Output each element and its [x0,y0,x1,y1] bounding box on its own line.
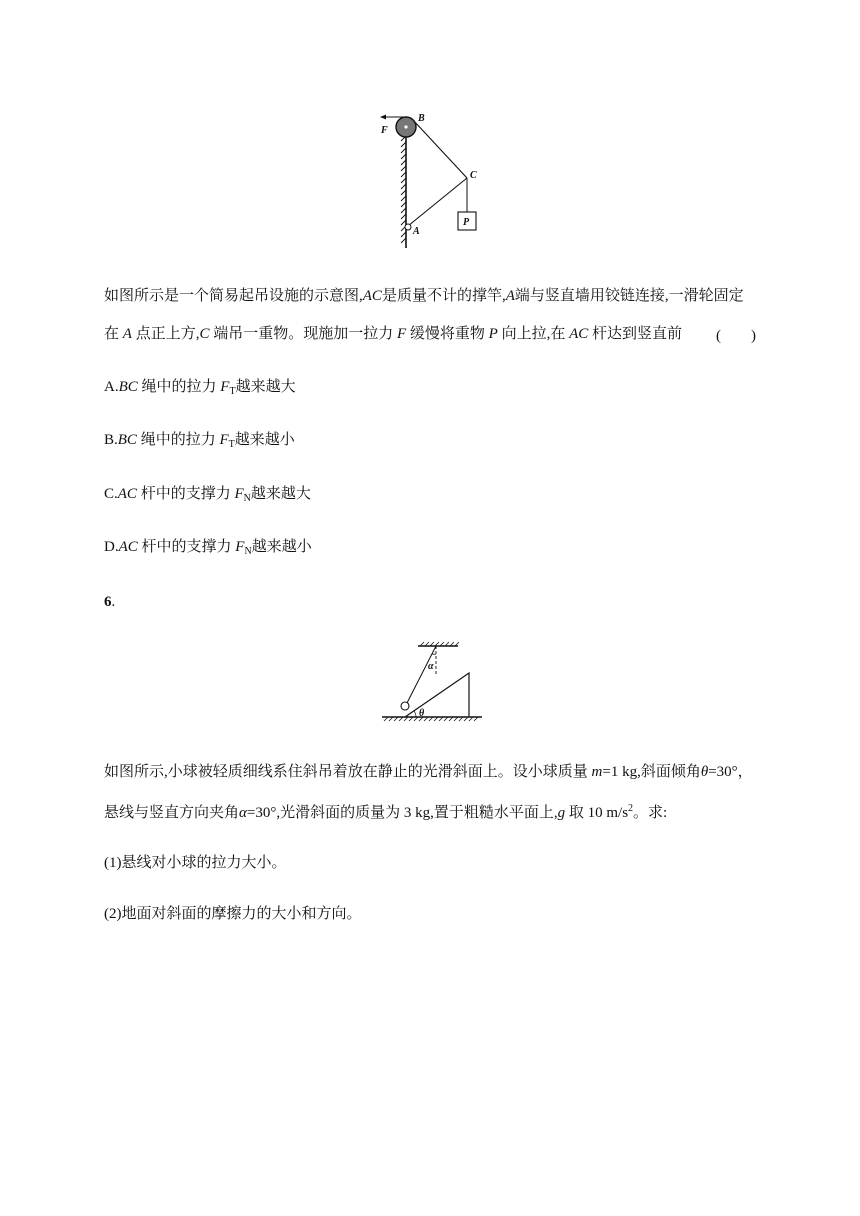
incline-diagram [378,640,484,724]
label-alpha: α [428,661,434,672]
label-theta: θ [419,708,425,719]
hinge-a [405,224,411,230]
ball [401,702,409,710]
q6-stem-line2: 悬线与竖直方向夹角α=30°,光滑斜面的质量为 3 kg,置于粗糙水平面上,g 取 10 $m/s^2$。求: [104,803,668,821]
q6-stem-line1: 如图所示,小球被轻质细线系住斜吊着放在静止的光滑斜面上。设小球质量 m=1 kg,斜面倾角θ=30°， [104,764,753,780]
option-d[interactable]: D.AC 杆中的支撑力 $F_N$越来越小 [104,539,312,557]
crane-diagram [370,106,490,251]
q5-stem-line1: 如图所示是一个简易起吊设施的示意图,AC是质量不计的撑竿,A端与竖直墙用铰链连接,一滑轮固定 [104,288,744,304]
label-f: F [381,125,388,136]
q5-stem-line2: 在 A 点正上方,C 端吊一重物。现施加一拉力 F 缓慢将重物 P 向上拉,在 AC 杆达到竖直前 [104,326,683,342]
q6-part1: (1)悬线对小球的拉力大小。 [104,855,287,871]
incline-block [405,673,469,717]
string [407,646,436,703]
q6-part2: (2)地面对斜面的摩擦力的大小和方向。 [104,906,362,922]
label-p: P [463,217,470,228]
option-b[interactable]: B.BC 绳中的拉力 $F_T$越来越小 [104,432,295,450]
rope-bc [413,120,467,178]
option-c[interactable]: C.AC 杆中的支撑力 $F_N$越来越大 [104,486,311,504]
label-c: C [470,170,477,181]
option-a[interactable]: A.BC 绳中的拉力 $F_T$越来越大 [104,379,296,397]
question-number: 6. [104,594,116,610]
answer-blank: ( ) [716,328,756,344]
label-a: A [413,226,420,237]
label-b: B [418,113,425,124]
